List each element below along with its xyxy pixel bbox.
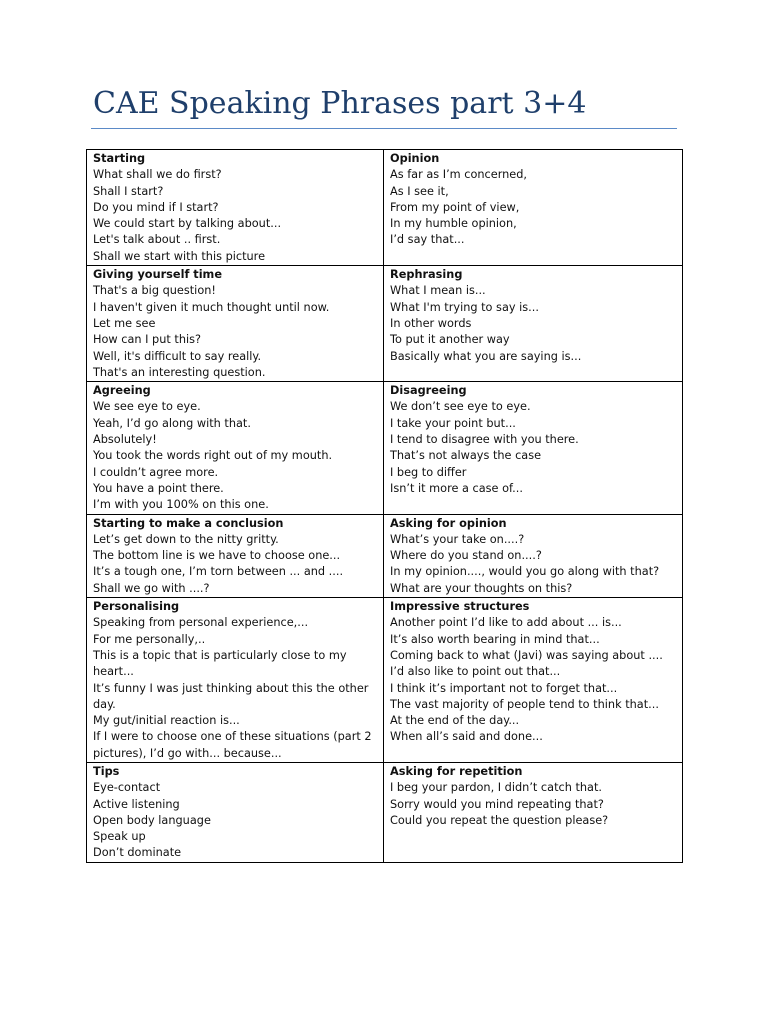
phrase-line: From my point of view, [390,200,520,214]
phrase-line: How can I put this? [93,333,202,347]
phrase-line: In my opinion...., would you go along with that? [390,565,660,579]
phrase-line: Speak up [93,830,146,844]
phrase-line: I haven't given it much thought until now. [93,300,330,314]
section-heading: Impressive structures [390,600,530,614]
table-cell [384,598,683,763]
table-cell [384,266,683,382]
phrase-line: I tend to disagree with you there. [390,433,579,447]
phrase-line: To put it another way [390,333,510,347]
table-cell [87,266,384,382]
phrase-line: In other words [390,316,472,330]
phrase-line: What shall we do first? [93,168,222,182]
phrase-line: Do you mind if I start? [93,200,219,214]
phrase-line: We don’t see eye to eye. [390,400,531,414]
phrase-line: Don’t dominate [93,846,182,860]
phrase-line: It’s a tough one, I’m torn between ... and .... [93,565,344,579]
phrase-line: Shall we go with ....? [93,581,210,595]
table-cell [87,598,384,763]
phrase-line: We could start by talking about... [93,217,282,231]
table-cell [384,150,683,266]
phrase-line: As I see it, [390,184,449,198]
page-title: CAE Speaking Phrases part 3+4 [93,86,587,121]
phrase-line: What I'm trying to say is... [390,300,539,314]
phrase-line: Where do you stand on....? [390,549,542,563]
phrase-line: I’m with you 100% on this one. [93,498,269,512]
phrase-line: The vast majority of people tend to think that... [390,697,659,711]
phrase-line: What I mean is... [390,284,486,298]
table-cell [87,762,384,862]
phrase-line: It’s funny I was just thinking about this the other day. [93,681,369,711]
phrase-line: My gut/initial reaction is... [93,714,240,728]
section-heading: Giving yourself time [93,268,222,282]
phrase-line: You took the words right out of my mouth. [93,449,333,463]
phrase-line: You have a point there. [93,481,224,495]
phrase-line: What’s your take on....? [390,532,525,546]
phrase-line: Active listening [93,797,180,811]
table-cell [87,382,384,514]
phrase-line: I beg to differ [390,465,467,479]
section-heading: Personalising [93,600,180,614]
table-row [87,150,683,266]
phrase-line: Shall I start? [93,184,164,198]
table-cell [87,514,384,597]
phrase-line: When all’s said and done... [390,730,543,744]
section-heading: Opinion [390,152,440,165]
phrase-line: This is a topic that is particularly close to my heart... [93,648,347,679]
phrase-line: I take your point but... [390,416,516,430]
phrase-line: At the end of the day... [390,714,520,728]
phrase-line: That's an interesting question. [93,365,266,379]
phrase-line: Another point I’d like to add about ... is... [390,616,622,630]
phrase-line: Let’s get down to the nitty gritty. [93,532,279,546]
phrase-line: Speaking from personal experience,... [93,616,309,630]
phrase-line: I’d say that... [390,233,465,247]
phrase-line: As far as I’m concerned, [390,168,528,182]
phrase-line: That's a big question! [93,284,216,298]
phrase-line: We see eye to eye. [93,400,201,414]
section-heading: Starting [93,152,146,165]
table-cell [384,514,683,597]
section-heading: Rephrasing [390,268,463,282]
phrase-line: I couldn’t agree more. [93,465,219,479]
phrase-line: What are your thoughts on this? [390,581,573,595]
phrase-line: Shall we start with this picture [93,249,266,263]
phrase-line: Let me see [93,316,156,330]
phrase-line: I’d also like to point out that... [390,665,561,679]
phrase-line: Absolutely! [93,433,157,447]
phrase-line: Let's talk about .. first. [93,233,221,247]
section-heading: Agreeing [93,384,151,398]
phrase-line: Could you repeat the question please? [390,813,609,827]
phrase-line: The bottom line is we have to choose one... [93,549,341,563]
table-row [87,266,683,382]
phrase-line: Well, it's difficult to say really. [93,349,262,363]
phrase-line: Coming back to what (Javi) was saying about .... [390,648,663,662]
phrase-line: That’s not always the case [390,449,542,463]
phrases-table [86,149,683,863]
phrase-line: For me personally,.. [93,632,206,646]
section-heading: Tips [93,764,120,778]
table-row [87,762,683,862]
phrase-line: In my humble opinion, [390,217,517,231]
section-heading: Asking for opinion [390,516,507,530]
phrase-line: Sorry would you mind repeating that? [390,797,604,811]
phrase-line: I beg your pardon, I didn’t catch that. [390,781,602,795]
phrase-line: I think it’s important not to forget that... [390,681,618,695]
table-row [87,382,683,514]
table-cell [87,150,384,266]
table-row [87,598,683,763]
table-cell [384,762,683,862]
phrase-line: Isn’t it more a case of... [390,481,523,495]
phrase-line: Basically what you are saying is... [390,349,582,363]
table-cell [384,382,683,514]
table-row [87,514,683,597]
section-heading: Asking for repetition [390,764,523,778]
phrase-line: Eye-contact [93,781,161,795]
title-underline [91,128,677,129]
section-heading: Starting to make a conclusion [93,516,284,530]
phrase-line: Yeah, I’d go along with that. [93,416,251,430]
phrase-line: It’s also worth bearing in mind that... [390,632,600,646]
section-heading: Disagreeing [390,384,467,398]
phrase-line: If I were to choose one of these situations (part 2 pictures), I’d go with... because... [93,730,372,760]
phrase-line: Open body language [93,813,211,827]
